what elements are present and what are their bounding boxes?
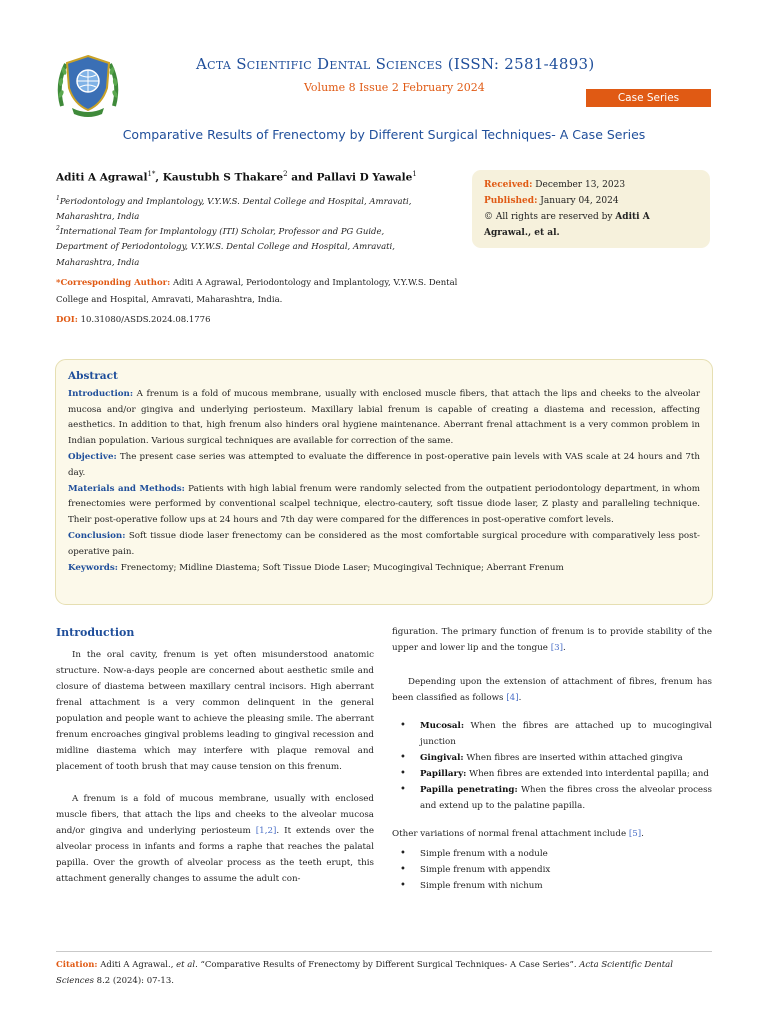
list-item: • Simple frenum with appendix bbox=[392, 862, 712, 878]
affiliation-line: Department of Periodontology, V.Y.W.S. Dental College and Hospital, Amravati, bbox=[56, 242, 395, 253]
author-affil-mark: 2 bbox=[283, 170, 288, 178]
list-item bbox=[392, 718, 712, 750]
affiliation-line: Periodontology and Implantology, V.Y.W.S. Dental College and Hospital, Amravati, bbox=[59, 196, 412, 207]
paragraph-text: A frenum is a fold of mucous membrane, usually with enclosed muscle fibers, that attach the lips and cheeks to the alveolar mucosa and/or gingiva and underlying periosteum bbox=[56, 794, 374, 836]
citation-title: “Comparative Results of Frenectomy by Different Surgical Techniques- A Case Series”. bbox=[200, 960, 577, 970]
doi-link[interactable]: 10.31080/ASDS.2024.08.1776 bbox=[80, 315, 211, 325]
doi bbox=[56, 315, 211, 325]
author-affil-mark: 1 bbox=[412, 170, 417, 178]
affiliation-mark: 2 bbox=[56, 225, 60, 232]
author-name: Kaustubh S Thakare bbox=[162, 171, 284, 184]
paragraph-text: figuration. The primary function of frenum is to provide stability of the upper and lower lip and the tongue bbox=[392, 627, 712, 653]
list-item bbox=[392, 782, 712, 814]
paragraph-text: . bbox=[641, 829, 644, 839]
copyright-author: Aditi A Agrawal., et al. bbox=[484, 212, 650, 238]
abstract-text: A frenum is a fold of mucous membrane, usually with enclosed muscle fibers, that attach the lips and cheeks to the alveolar mucosa and/or gingiva and underlying periosteum. Maxillary labial frenum is capable of creating a diastema and recession, affecting aesthetics. In addition to that, high frenum also hinders oral hygiene maintenance. Aberrant frenal attachment is a very common problem in Indian population. Various surgical techniques are available for correction of the same. bbox=[68, 388, 700, 447]
article-dates-box bbox=[472, 170, 710, 248]
citation-label: Citation: bbox=[56, 960, 98, 970]
list-item bbox=[392, 750, 712, 766]
copyright-notice bbox=[484, 209, 698, 241]
reference-link[interactable]: [1,2] bbox=[255, 826, 277, 836]
corresponding-label: *Corresponding Author: bbox=[56, 278, 171, 288]
frenum-classification-list bbox=[392, 718, 712, 814]
affiliation-2 bbox=[56, 221, 456, 271]
paragraph-text: . bbox=[563, 643, 566, 653]
section-heading-introduction: Introduction bbox=[56, 626, 135, 639]
list-item: • Simple frenum with a nodule bbox=[392, 846, 712, 862]
affiliation-mark: 1 bbox=[56, 195, 60, 202]
abstract-text: Soft tissue diode laser frenectomy can be considered as the most comfortable surgical procedure with comparatively less post-operative pain. bbox=[68, 530, 700, 557]
abstract-keywords bbox=[68, 561, 700, 577]
abstract-heading: Abstract bbox=[68, 370, 118, 382]
copyright-prefix: © All rights are reserved by bbox=[484, 212, 613, 222]
list-term: Gingival: bbox=[420, 753, 464, 763]
paragraph-text: Other variations of normal frenal attachment include bbox=[392, 829, 627, 839]
list-desc: When the fibres are attached up to mucogingival junction bbox=[420, 721, 712, 747]
abstract-label: Objective: bbox=[68, 451, 117, 462]
author-separator: , bbox=[155, 171, 163, 184]
left-column bbox=[56, 625, 374, 887]
affiliation-line: Maharashtra, India bbox=[56, 257, 140, 268]
list-term: Papillary: bbox=[420, 769, 467, 779]
affiliation-line: International Team for Implantology (ITI) Scholar, Professor and PG Guide, bbox=[59, 226, 385, 237]
abstract-methods bbox=[68, 482, 700, 529]
author-separator: and bbox=[287, 171, 317, 184]
reference-link[interactable]: [5] bbox=[628, 829, 642, 839]
received-date bbox=[484, 177, 698, 193]
abstract-box bbox=[55, 359, 713, 605]
list-desc: When fibres are inserted within attached gingiva bbox=[466, 753, 683, 763]
article-type-badge: Case Series bbox=[586, 89, 711, 107]
volume-issue: Volume 8 Issue 2 February 2024 bbox=[304, 81, 485, 94]
list-item bbox=[392, 766, 712, 782]
doi-label: DOI: bbox=[56, 315, 78, 325]
footer-divider bbox=[56, 951, 712, 952]
body-paragraph bbox=[392, 624, 712, 656]
body-paragraph bbox=[392, 674, 712, 706]
reference-link[interactable]: [4] bbox=[506, 693, 519, 703]
right-column bbox=[392, 624, 712, 894]
list-term: Papilla penetrating: bbox=[420, 785, 518, 795]
reference-link[interactable]: [3] bbox=[550, 643, 564, 653]
abstract-label: Introduction: bbox=[68, 388, 134, 399]
abstract-objective bbox=[68, 450, 700, 482]
citation-volume: 8.2 (2024): 07-13. bbox=[96, 976, 174, 986]
abstract-text: Patients with high labial frenum were randomly selected from the outpatient periodontology department, in whom frenectomies were performed by conventional scalpel technique, electro-cautery, soft tissue diode laser, Z plasty and paralleling technique. Their post-operative follow ups at 24 hours and 7th day were compared for the differences in post-operative comfort levels. bbox=[68, 483, 700, 526]
corresponding-author bbox=[56, 275, 476, 309]
received-value: December 13, 2023 bbox=[535, 180, 626, 190]
citation-etal: et al. bbox=[176, 960, 198, 970]
frenum-variation-list bbox=[392, 846, 712, 894]
citation-footer bbox=[56, 957, 712, 989]
paragraph-text: Depending upon the extension of attachment of fibres, frenum has been classified as follows bbox=[392, 677, 712, 703]
abstract-introduction bbox=[68, 387, 700, 450]
abstract-label: Conclusion: bbox=[68, 530, 126, 541]
abstract-text: Frenectomy; Midline Diastema; Soft Tissue Diode Laser; Mucogingival Technique; Aberrant Frenum bbox=[120, 562, 564, 573]
paragraph-text: . It extends over the alveolar process in infants and forms a raphe that reaches the palatal papilla. Over the growth of alveolar process as the teeth erupt, this attachment generally changes to assume the adult con- bbox=[56, 826, 374, 884]
affiliation-line: Maharashtra, India bbox=[56, 212, 140, 223]
author-name: Aditi A Agrawal bbox=[56, 171, 148, 184]
list-desc: When fibres are extended into interdental papilla; and bbox=[469, 769, 709, 779]
body-paragraph bbox=[392, 826, 712, 842]
list-term: Mucosal: bbox=[420, 721, 465, 731]
author-affil-mark: 1* bbox=[147, 170, 156, 178]
citation-journal: Acta Scientific Dental Sciences bbox=[56, 960, 673, 986]
list-item: • Simple frenum with nichum bbox=[392, 878, 712, 894]
published-value: January 04, 2024 bbox=[540, 196, 619, 206]
body-paragraph: In the oral cavity, frenum is yet often misunderstood anatomic structure. Now-a-days people are concerned about aesthetic smile and closure of diastema between maxillary central incisors. High aberrant frenal attachment is a very common delinquent in the general population and people want to achieve the pleasing smile. The aberrant frenum encroaches gingival problems leading to gingival recession and midline diastema which may interfere with plaque removal and placement of tooth brush that may cause tension on this frenum. bbox=[56, 650, 374, 772]
journal-title: Acta Scientific Dental Sciences (ISSN: 2581-4893) bbox=[196, 55, 595, 73]
published-label: Published: bbox=[484, 196, 538, 206]
journal-logo-icon bbox=[52, 48, 124, 120]
published-date bbox=[484, 193, 698, 209]
paragraph-text: . bbox=[518, 693, 522, 703]
author-list bbox=[56, 170, 417, 184]
abstract-text: The present case series was attempted to evaluate the difference in post-operative pain levels with VAS scale at 24 hours and 7th day. bbox=[68, 451, 700, 478]
paper-title: Comparative Results of Frenectomy by Different Surgical Techniques- A Case Series bbox=[122, 127, 646, 142]
received-label: Received: bbox=[484, 180, 533, 190]
abstract-conclusion bbox=[68, 529, 700, 561]
citation-authors: Aditi A Agrawal., bbox=[100, 960, 174, 970]
author-name: Pallavi D Yawale bbox=[316, 171, 413, 184]
abstract-label: Keywords: bbox=[68, 562, 118, 573]
list-desc: When the fibres cross the alveolar process and extend up to the palatine papilla. bbox=[420, 785, 712, 811]
abstract-label: Materials and Methods: bbox=[68, 483, 185, 494]
body-paragraph bbox=[56, 791, 374, 887]
corresponding-text: Aditi A Agrawal, Periodontology and Implantology, V.Y.W.S. Dental College and Hospital, Amravati, Maharashtra, India. bbox=[56, 278, 458, 305]
